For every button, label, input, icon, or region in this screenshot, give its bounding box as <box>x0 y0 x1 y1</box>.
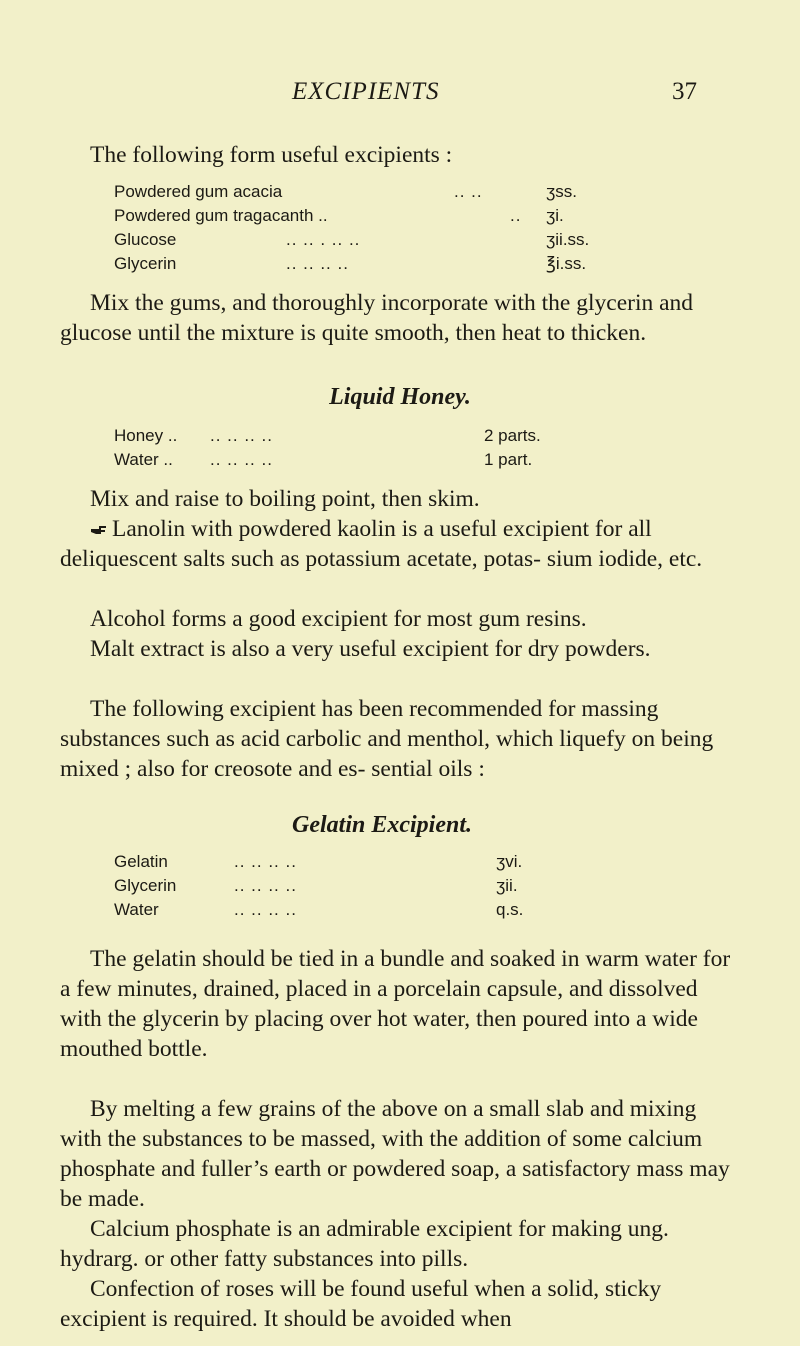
leader-dots: .. .. . .. .. <box>286 230 361 249</box>
ingredient-quantity: ʒii.ss. <box>546 230 590 249</box>
table-row <box>114 204 634 228</box>
table-row <box>114 850 634 874</box>
ingredient-name: Honey .. <box>114 426 178 445</box>
running-head <box>0 78 800 118</box>
leader-dots: .. .. .. .. <box>234 852 297 871</box>
leader-dots: .. .. .. .. <box>234 900 297 919</box>
table-row <box>114 252 634 276</box>
confection-note: Confection of roses will be found useful when a solid, sticky excipient is required. It should be avoided when <box>60 1276 662 1332</box>
leader-dots: .. .. .. .. <box>234 876 297 895</box>
leader-dots: .. .. .. .. <box>286 254 349 273</box>
excipient-table <box>114 180 634 276</box>
leader-dots: .. <box>510 206 522 225</box>
ingredient-name: Water .. <box>114 450 173 469</box>
table-row <box>114 874 634 898</box>
intro-text: The following form useful excipients : <box>90 142 453 168</box>
ingredient-name: Gelatin <box>114 852 168 871</box>
ingredient-quantity: 1 part. <box>484 450 533 469</box>
leader-dots: .. .. <box>454 182 483 201</box>
honey-table <box>114 424 634 472</box>
pointing-hand-icon <box>90 520 108 538</box>
ingredient-name: Powdered gum acacia <box>114 182 283 201</box>
ingredient-quantity: q.s. <box>496 900 524 919</box>
melting-instructions: By melting a few grains of the above on a small slab and mixing with the substances to be massed, with the addition of some calcium phosphate and fuller’s earth or powdered soap, a satisfactory mass may be made. <box>60 1096 730 1212</box>
leader-dots: .. .. .. .. <box>210 426 273 445</box>
ingredient-quantity: ʒii. <box>496 876 518 895</box>
gelatin-excipient-heading: Gelatin Excipient. <box>292 812 472 838</box>
ingredient-name: Glycerin <box>114 876 177 895</box>
ingredient-name: Water <box>114 900 159 919</box>
leader-dots: .. .. .. .. <box>210 450 273 469</box>
paragraph: The following excipient has been recommended for massing substances such as acid carbolic and menthol, which liquefy on being mixed ; also for creosote and es- sential oils : <box>60 696 714 782</box>
gelatin-instructions: The gelatin should be tied in a bundle and soaked in warm water for a few minutes, drained, placed in a porcelain capsule, and dissolved with the glycerin by placing over hot water, then poured into a wide mouthed bottle. <box>60 946 731 1062</box>
table-row <box>114 424 634 448</box>
table-row <box>114 448 634 472</box>
ingredient-quantity: 2 parts. <box>484 426 541 445</box>
table-row <box>114 180 634 204</box>
table-row <box>114 228 634 252</box>
table-row <box>114 898 634 922</box>
ingredient-name: Glycerin <box>114 254 177 273</box>
gelatin-table <box>114 850 634 922</box>
paragraph: Mix and raise to boiling point, then skim. <box>90 486 480 512</box>
liquid-honey-heading: Liquid Honey. <box>329 384 471 410</box>
ingredient-name: Powdered gum tragacanth .. <box>114 206 328 225</box>
running-title: EXCIPIENTS <box>292 78 440 105</box>
ingredient-quantity: ℥i.ss. <box>546 254 587 273</box>
calcium-phosphate-note: Calcium phosphate is an admirable excipient for making ung. hydrarg. or other fatty substances into pills. <box>60 1216 669 1272</box>
paragraph: Alcohol forms a good excipient for most gum resins. <box>90 606 587 632</box>
paragraph <box>60 514 740 574</box>
page-number: 37 <box>672 78 697 105</box>
ingredient-quantity: ʒss. <box>546 182 577 201</box>
ingredient-quantity: ʒi. <box>546 206 564 225</box>
mix-instructions: Mix the gums, and thoroughly incorporate with the glycerin and glucose until the mixture is quite smooth, then heat to thicken. <box>60 290 694 346</box>
ingredient-quantity: ʒvi. <box>496 852 523 871</box>
paragraph-text: Lanolin with powdered kaolin is a useful excipient for all deliquescent salts such as potassium acetate, potas- sium iodide, etc. <box>60 516 703 572</box>
ingredient-name: Glucose <box>114 230 177 249</box>
paragraph: Malt extract is also a very useful excipient for dry powders. <box>90 636 651 662</box>
